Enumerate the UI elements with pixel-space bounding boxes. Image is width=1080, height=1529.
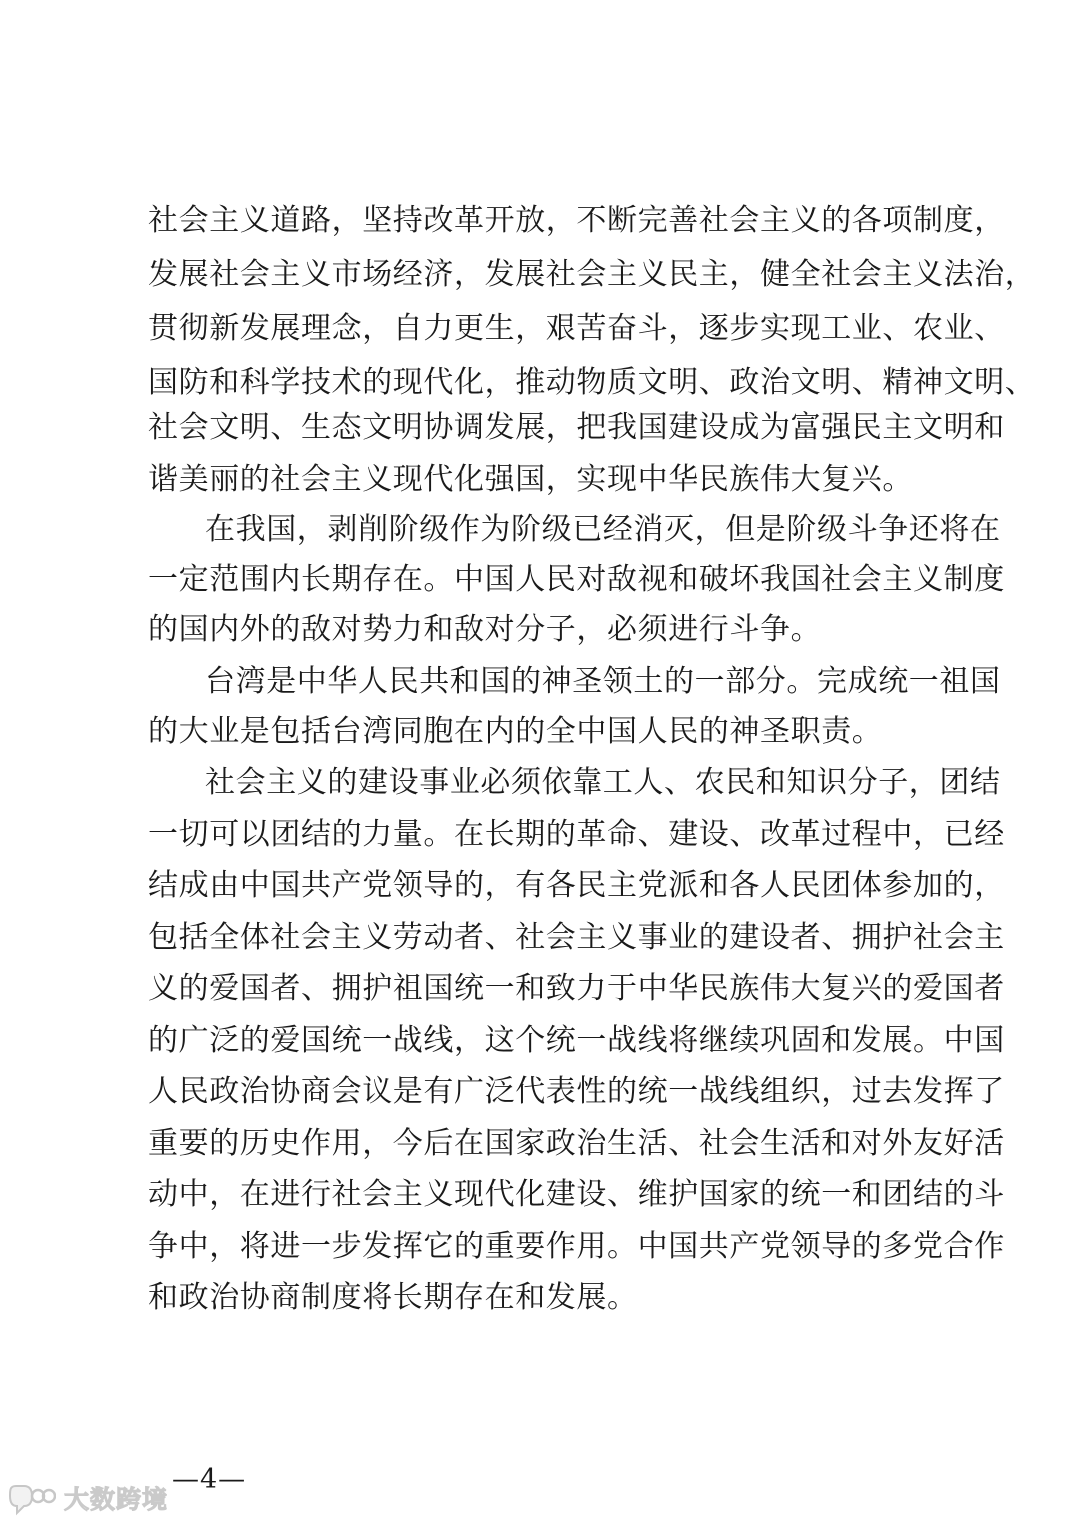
text-line: 社会文明、生态文明协调发展，把我国建设成为富强民主文明和 [148,410,1005,445]
text-line: 发展社会主义市场经济，发展社会主义民主，健全社会主义法治， [148,257,1036,292]
chat-bubble-logo-icon [8,1482,56,1518]
text-line: 台湾是中华人民共和国的神圣领土的一部分。完成统一祖国 [205,664,1001,699]
text-line: 社会主义道路，坚持改革开放，不断完善社会主义的各项制度， [148,203,1005,238]
watermark-text: 大数跨境 [64,1485,169,1514]
watermark [8,1480,168,1520]
text-line: 争中，将进一步发挥它的重要作用。中国共产党领导的多党合作 [148,1229,1005,1264]
text-line: 重要的历史作用，今后在国家政治生活、社会生活和对外友好活 [148,1126,1005,1161]
text-line: 社会主义的建设事业必须依靠工人、农民和知识分子，团结 [205,765,1001,800]
text-line: 包括全体社会主义劳动者、社会主义事业的建设者、拥护社会主 [148,920,1005,955]
text-line: 贯彻新发展理念，自力更生，艰苦奋斗，逐步实现工业、农业、 [148,311,1005,346]
text-line: 的广泛的爱国统一战线，这个统一战线将继续巩固和发展。中国 [148,1023,1005,1058]
text-line: 动中，在进行社会主义现代化建设、维护国家的统一和团结的斗 [148,1177,1005,1212]
text-line: 国防和科学技术的现代化，推动物质文明、政治文明、精神文明、 [148,365,1036,400]
text-line: 和政治协商制度将长期存在和发展。 [148,1280,638,1315]
page-number: —4— [172,1464,247,1495]
text-line: 谐美丽的社会主义现代化强国，实现中华民族伟大复兴。 [148,462,913,497]
text-line: 义的爱国者、拥护祖国统一和致力于中华民族伟大复兴的爱国者 [148,971,1005,1006]
text-line: 人民政治协商会议是有广泛代表性的统一战线组织，过去发挥了 [148,1074,1005,1109]
text-line: 在我国，剥削阶级作为阶级已经消灭，但是阶级斗争还将在 [205,512,1001,547]
text-line: 结成由中国共产党领导的，有各民主党派和各人民团体参加的， [148,868,1005,903]
text-line: 的大业是包括台湾同胞在内的全中国人民的神圣职责。 [148,714,883,749]
text-line: 一定范围内长期存在。中国人民对敌视和破坏我国社会主义制度 [148,562,1005,597]
text-line: 的国内外的敌对势力和敌对分子，必须进行斗争。 [148,612,822,647]
text-line: 一切可以团结的力量。在长期的革命、建设、改革过程中，已经 [148,817,1005,852]
